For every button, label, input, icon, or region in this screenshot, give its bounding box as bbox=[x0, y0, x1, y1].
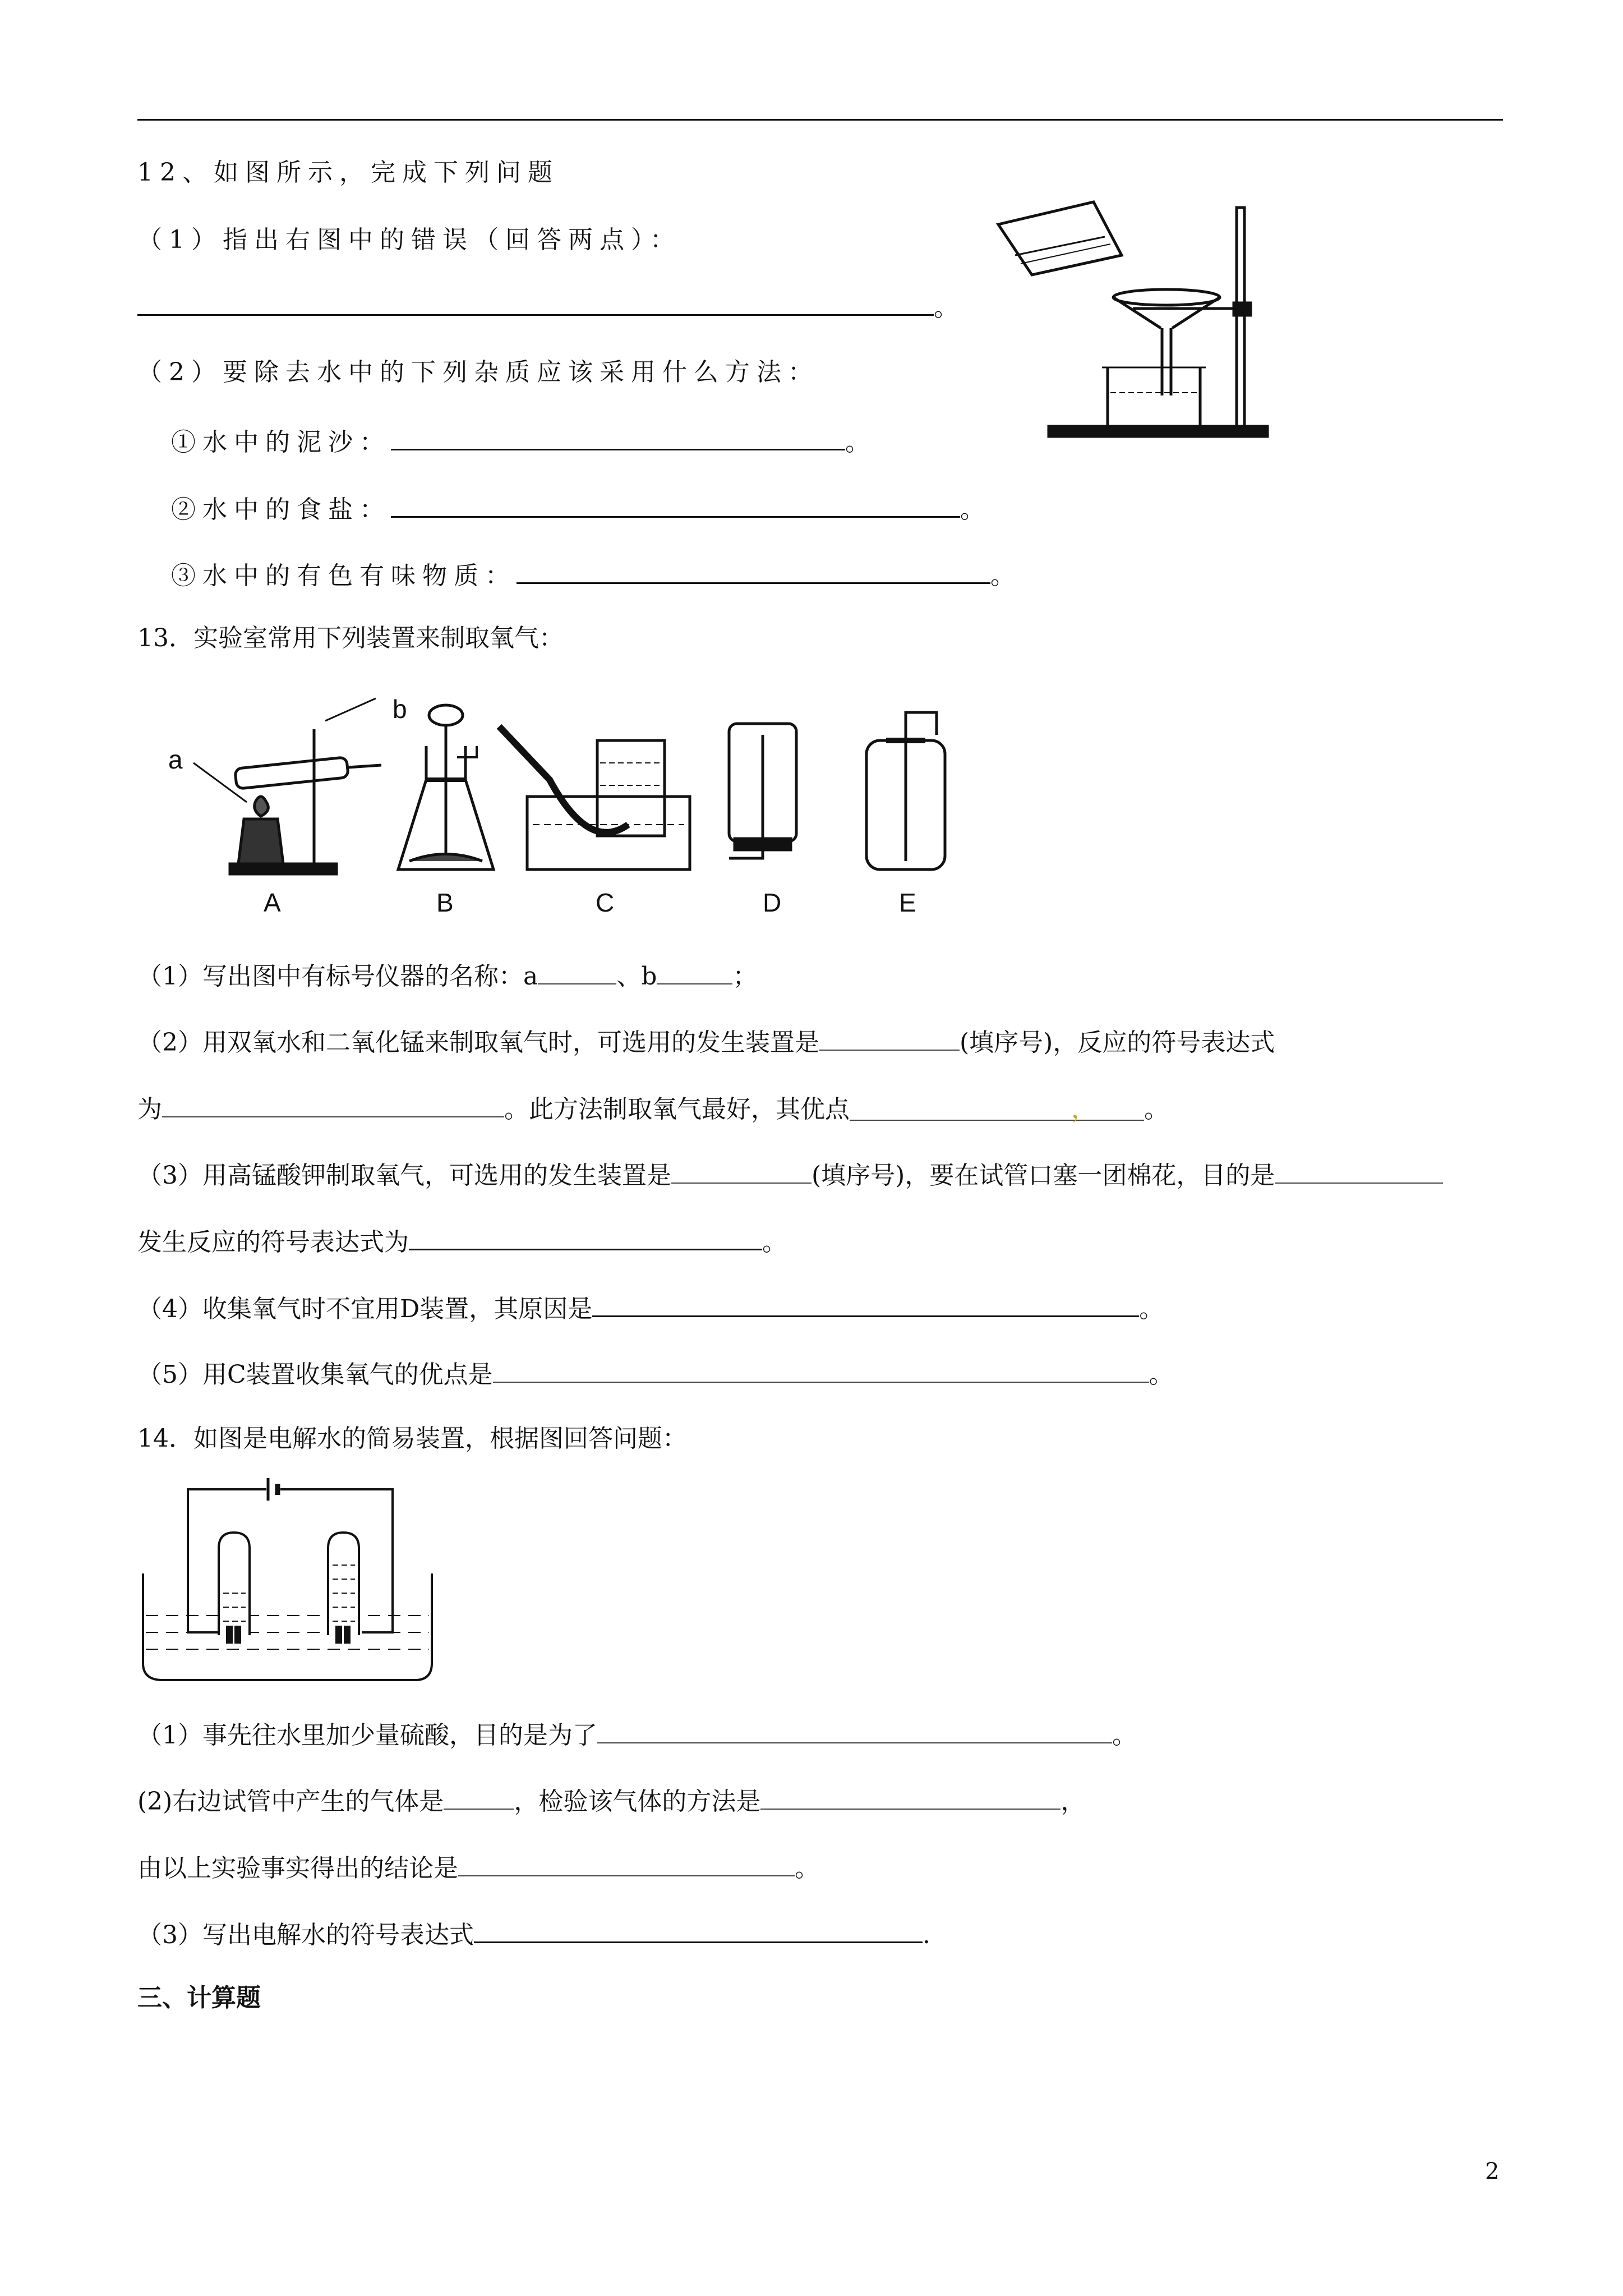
label-b: b bbox=[393, 694, 407, 724]
label-E: E bbox=[899, 888, 916, 917]
q14-title: 14．如图是电解水的简易装置，根据图回答问题： bbox=[137, 1424, 687, 1453]
q13-blank-c-advantage[interactable] bbox=[493, 1355, 1149, 1383]
q13-blank-a[interactable] bbox=[538, 956, 616, 984]
q14-sub2: (2)右边试管中产生的气体是 ，检验该气体的方法是 ， bbox=[137, 1782, 1085, 1819]
label-B: B bbox=[436, 888, 454, 917]
header-rule bbox=[137, 119, 1503, 121]
q14-blank-test-method[interactable] bbox=[760, 1782, 1061, 1810]
filtration-figure bbox=[998, 202, 1279, 449]
q13-title: 13．实验室常用下列装置来制取氧气： bbox=[137, 624, 564, 652]
q13-sub4: （4）收集氧气时不宜用D装置，其原因是 。 bbox=[137, 1289, 1164, 1326]
label-C: C bbox=[596, 888, 615, 917]
q13-blank-d-reason[interactable] bbox=[592, 1289, 1139, 1317]
q14-blank-conclusion[interactable] bbox=[458, 1848, 795, 1876]
q13-blank-kmno4-device[interactable] bbox=[671, 1156, 811, 1184]
q13-blank-h2o2-equation[interactable] bbox=[162, 1089, 504, 1117]
page-number: 2 bbox=[1485, 2159, 1500, 2184]
q12-title: 12、如图所示，完成下列问题 bbox=[137, 158, 559, 187]
section-3-heading: 三、计算题 bbox=[137, 1984, 261, 2012]
q13-blank-h2o2-device[interactable] bbox=[819, 1023, 960, 1051]
q13-sub5: （5）用C装置收集氧气的优点是 。 bbox=[137, 1355, 1174, 1392]
q12-answer-line-1 bbox=[137, 287, 958, 325]
apparatus-b bbox=[398, 705, 494, 869]
q14-sub1: （1）事先往水里加少量硫酸，目的是为了 。 bbox=[137, 1715, 1137, 1752]
q12-item2: ②水中的食盐： 。 bbox=[171, 489, 992, 527]
q13-sub2: （2）用双氧水和二氧化锰来制取氧气时，可选用的发生装置是 (填序号)，反应的符号表达式 bbox=[137, 1023, 1275, 1060]
q12-blank-salt[interactable] bbox=[391, 489, 960, 518]
oxygen-apparatus-figure bbox=[163, 696, 965, 920]
apparatus-d bbox=[729, 724, 796, 858]
q12-part1: （1）指出右图中的错误（回答两点）： bbox=[137, 226, 681, 254]
q12-end-mark: 。 bbox=[934, 293, 958, 322]
q13-blank-advantage[interactable]: ， bbox=[850, 1093, 1144, 1121]
label-A: A bbox=[264, 888, 281, 917]
q13-blank-cotton-purpose[interactable] bbox=[1275, 1156, 1443, 1184]
apparatus-e bbox=[866, 712, 945, 869]
q12-blank-sand[interactable] bbox=[391, 422, 845, 450]
electrolysis-figure bbox=[140, 1470, 437, 1688]
q12-part2: （2）要除去水中的下列杂质应该采用什么方法： bbox=[137, 358, 819, 386]
q12-item1: ①水中的泥沙： 。 bbox=[171, 422, 877, 459]
label-a: a bbox=[168, 745, 183, 774]
q14-sub3: （3）写出电解水的符号表达式 . bbox=[137, 1915, 930, 1952]
q12-blank-color[interactable] bbox=[517, 555, 990, 584]
q13-blank-b[interactable] bbox=[657, 956, 732, 984]
q13-sub1: （1）写出图中有标号仪器的名称：a 、b ； bbox=[137, 956, 757, 993]
q12-blank-errors[interactable] bbox=[137, 287, 934, 316]
apparatus-a bbox=[193, 698, 381, 874]
q13-sub3: （3）用高锰酸钾制取氧气，可选用的发生装置是 (填序号)，要在试管口塞一团棉花，目的是 bbox=[137, 1156, 1443, 1193]
q13-blank-kmno4-equation[interactable] bbox=[409, 1222, 762, 1250]
q13-sub3-cont: 发生反应的符号表达式为 。 bbox=[137, 1222, 787, 1259]
q14-blank-gas[interactable] bbox=[444, 1782, 514, 1810]
label-D: D bbox=[763, 888, 782, 917]
q12-item3: ③水中的有色有味物质： 。 bbox=[171, 555, 1022, 593]
q14-blank-acid-purpose[interactable] bbox=[597, 1715, 1112, 1743]
q14-blank-equation[interactable] bbox=[474, 1915, 923, 1943]
q13-sub2-cont: 为 。此方法制取氧气最好，其优点 ， 。 bbox=[137, 1089, 1169, 1126]
q14-sub2-cont: 由以上实验事实得出的结论是 。 bbox=[137, 1848, 819, 1885]
apparatus-c bbox=[499, 726, 690, 869]
